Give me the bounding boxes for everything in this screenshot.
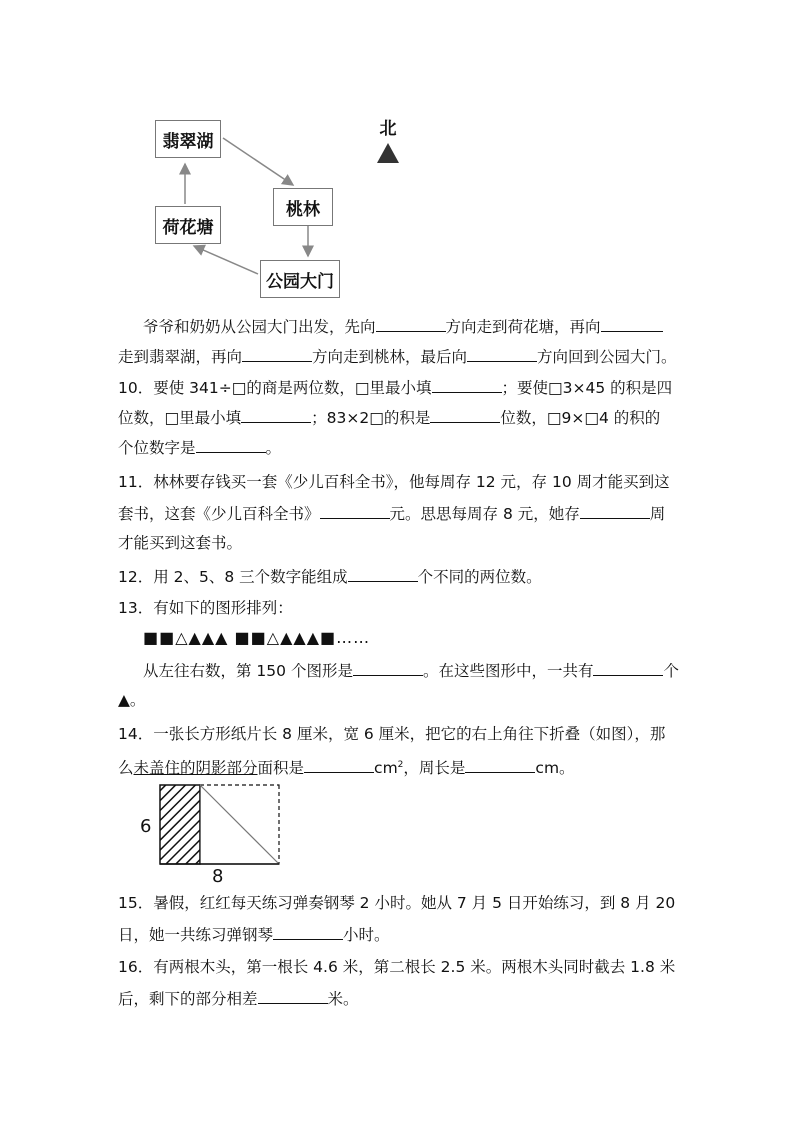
q11-line-1 bbox=[118, 471, 670, 493]
q15-text-a: 15．暑假，红红每天练习弹奏钢琴 2 小时。她从 7 月 5 日开始练习，到 8 月 20 bbox=[118, 894, 676, 912]
q10-line-3 bbox=[118, 436, 281, 459]
q10-text-e: 位数，□9×□4 的积的 bbox=[500, 409, 661, 427]
q15-text-c: 小时。 bbox=[343, 926, 390, 944]
q9-text-a: 爷爷和奶奶从公园大门出发，先向 bbox=[143, 318, 376, 336]
q10-text-a: 10．要使 341÷□的商是两位数，□里最小填 bbox=[118, 379, 432, 397]
q14-blank-1[interactable] bbox=[304, 756, 374, 773]
q13-blank-1[interactable] bbox=[353, 659, 423, 676]
q11-text-c: 元。思思每周存 8 元，她存 bbox=[389, 505, 580, 523]
q14-figure bbox=[140, 780, 290, 885]
q9-text-c: 走到翡翠湖，再向 bbox=[118, 348, 243, 366]
north-arrow-icon bbox=[377, 143, 399, 163]
q12-line-1 bbox=[118, 565, 542, 588]
q9-blank-1[interactable] bbox=[376, 315, 446, 332]
q13-text-c: 。在这些图形中，一共有 bbox=[422, 662, 594, 680]
q12-text-b: 个不同的两位数。 bbox=[417, 568, 542, 586]
q10-text-g: 。 bbox=[265, 439, 282, 457]
q13-line-1 bbox=[118, 597, 293, 619]
q14-unit-1: cm bbox=[374, 759, 398, 778]
q10-blank-4[interactable] bbox=[196, 436, 266, 453]
q11-text-a: 11．林林要存钱买一套《少儿百科全书》，他每周存 12 元，存 10 周才能买到这 bbox=[118, 473, 670, 491]
q10-text-f: 个位数字是 bbox=[118, 439, 196, 457]
q16-line-1 bbox=[118, 956, 675, 978]
q14-text-d: ，周长是 bbox=[403, 759, 466, 778]
q9-line-1 bbox=[143, 315, 663, 338]
q14-text-c: 面积是 bbox=[257, 759, 305, 778]
q9-blank-3[interactable] bbox=[242, 345, 312, 362]
q16-text-c: 米。 bbox=[327, 990, 359, 1008]
q14-unit-2: cm。 bbox=[535, 759, 575, 778]
q14-text-b: 么 bbox=[118, 759, 134, 778]
q13-text-e: ▲。 bbox=[118, 691, 146, 709]
q11-blank-2[interactable] bbox=[580, 502, 650, 519]
q14-text-a: 14．一张长方形纸片长 8 厘米，宽 6 厘米，把它的右上角往下折叠（如图），那 bbox=[118, 725, 666, 743]
q11-text-b: 套书，这套《少儿百科全书》 bbox=[118, 505, 320, 523]
q15-blank-1[interactable] bbox=[273, 923, 343, 940]
map-box-lake: 翡翠湖 bbox=[155, 120, 221, 158]
arrow-gate-to-lotus bbox=[194, 246, 258, 274]
q14-line-1 bbox=[118, 723, 665, 745]
q12-blank-1[interactable] bbox=[348, 565, 418, 582]
map-diagram bbox=[150, 110, 410, 305]
q13-line-4 bbox=[118, 689, 145, 711]
q13-text-b: 从左往右数，第 150 个图形是 bbox=[143, 662, 353, 680]
q14-blank-2[interactable] bbox=[465, 756, 535, 773]
q16-line-2 bbox=[118, 987, 359, 1010]
q10-line-2 bbox=[118, 406, 660, 429]
map-box-lotus-pond: 荷花塘 bbox=[155, 206, 221, 244]
q10-text-d: ；83×2□的积是 bbox=[311, 409, 431, 427]
north-label: 北 bbox=[379, 119, 397, 139]
q11-text-d: 周 bbox=[649, 505, 666, 523]
q10-text-b: ；要使□3×45 的积是四 bbox=[501, 379, 673, 397]
q11-line-2 bbox=[118, 502, 665, 525]
arrow-lake-to-peach bbox=[223, 138, 293, 185]
q9-blank-2[interactable] bbox=[601, 315, 663, 332]
q14-underlined-phrase: 未盖住的阴影部分 bbox=[133, 759, 258, 778]
q10-blank-1[interactable] bbox=[432, 376, 502, 393]
q9-line-2 bbox=[118, 345, 677, 368]
q14-height-label: 6 bbox=[140, 816, 152, 837]
q14-shaded-region bbox=[160, 785, 200, 864]
q16-blank-1[interactable] bbox=[258, 987, 328, 1004]
q10-blank-2[interactable] bbox=[241, 406, 311, 423]
q11-text-e: 才能买到这套书。 bbox=[118, 534, 243, 552]
q13-blank-2[interactable] bbox=[593, 659, 663, 676]
q9-blank-4[interactable] bbox=[467, 345, 537, 362]
map-box-peach-grove: 桃林 bbox=[273, 188, 333, 226]
q16-text-a: 16．有两根木头，第一根长 4.6 米，第二根长 2.5 米。两根木头同时截去 1.8 米 bbox=[118, 958, 676, 976]
q12-text-a: 12．用 2、5、8 三个数字能组成 bbox=[118, 568, 348, 586]
q11-line-3 bbox=[118, 532, 242, 554]
q14-width-label: 8 bbox=[212, 866, 224, 887]
q10-line-1 bbox=[118, 376, 672, 399]
q9-text-b: 方向走到荷花塘，再向 bbox=[445, 318, 601, 336]
q13-shape-sequence: ■■△▲▲▲ ■■△▲▲▲■…… bbox=[143, 628, 371, 647]
q15-line-1 bbox=[118, 892, 675, 914]
q10-blank-3[interactable] bbox=[430, 406, 500, 423]
map-box-park-gate: 公园大门 bbox=[260, 260, 340, 298]
q15-text-b: 日，她一共练习弹钢琴 bbox=[118, 926, 274, 944]
q16-text-b: 后，剩下的部分相差 bbox=[118, 990, 258, 1008]
q13-line-3 bbox=[143, 659, 679, 682]
q9-text-d: 方向走到桃林，最后向 bbox=[312, 348, 468, 366]
q13-pattern bbox=[143, 627, 370, 649]
q14-unit-sup: 2 bbox=[397, 760, 404, 770]
q13-text-a: 13．有如下的图形排列： bbox=[118, 599, 293, 617]
q9-text-e: 方向回到公园大门。 bbox=[537, 348, 677, 366]
q15-line-2 bbox=[118, 923, 390, 946]
q14-line-2 bbox=[118, 754, 575, 779]
q13-text-d: 个 bbox=[663, 662, 679, 680]
q10-text-c: 位数，□里最小填 bbox=[118, 409, 242, 427]
q11-blank-1[interactable] bbox=[320, 502, 390, 519]
north-indicator bbox=[375, 114, 401, 163]
